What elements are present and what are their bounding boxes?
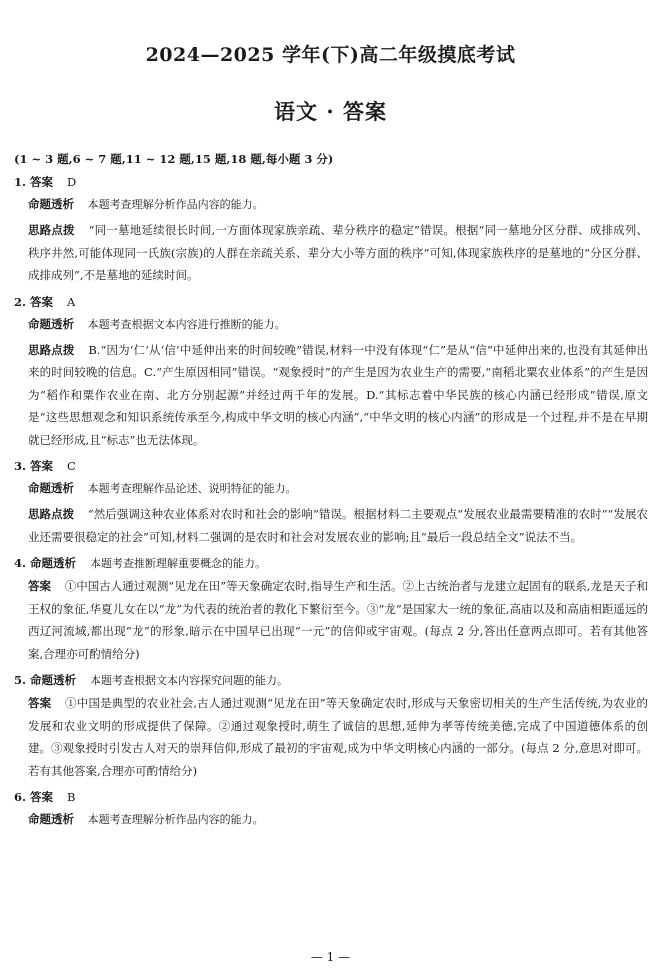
answer-value: B bbox=[67, 790, 76, 804]
question-header bbox=[14, 455, 648, 477]
intent-row bbox=[14, 313, 648, 336]
intent-label: 命题透析 bbox=[28, 481, 74, 495]
hint-text: “同一墓地延续很长时间,一方面体现家族亲疏、辈分秩序的稳定”错误。根据“同一墓地分区分群、成排成列、秩序井然,可能体现同一氏族(宗族)的人群在亲疏关系、辈分大小等方面的秩序”可知,体现家族秩序的是墓地的“分区分群、成排成列”,不是墓地的延续时间。 bbox=[28, 223, 648, 282]
hint-row bbox=[14, 339, 648, 452]
answer-value: C bbox=[67, 459, 76, 473]
answer-label: 答案 bbox=[30, 790, 54, 804]
intent-label: 命题透析 bbox=[28, 812, 74, 826]
intent-text: 本题考查根据文本内容探究问题的能力。 bbox=[90, 674, 289, 687]
intent-text: 本题考查理解分析作品内容的能力。 bbox=[87, 813, 264, 826]
hint-label: 思路点拨 bbox=[28, 223, 75, 237]
question-1 bbox=[14, 171, 648, 287]
question-3 bbox=[14, 455, 648, 548]
hint-text: “然后强调这种农业体系对农时和社会的影响”错误。根据材料二主要观点“发展农业最需要精准的农时”“发展农业还需要很稳定的社会”可知,材料二强调的是农时和社会对发展农业的影响;且“最后一段总结全文”说法不当。 bbox=[28, 507, 649, 544]
answer-content bbox=[14, 148, 648, 835]
page-number: — 1 — bbox=[310, 950, 351, 964]
answer-text: ①中国是典型的农业社会,古人通过观测“见龙在田”等天象确定农时,形成与天象密切相关的生产生活传统,为农业的发展和农业文明的形成提供了保障。②通过观象授时,萌生了诚信的思想,延伸为孝等传统美德,完成了中国道德体系的创建。③观象授时引发古人对天的崇拜信仰,形成了最初的宇宙观,成为中华文明核心内涵的一部分。(每点 2 分,意思对即可。若有其他答案,合理亦可酌情给分) bbox=[28, 696, 648, 778]
question-number: 2. bbox=[14, 294, 27, 309]
hint-text: B.“因为‘仁’从‘信’中延伸出来的时间较晚”错误,材料一中没有体现“仁”是从“信”中延伸出来的,也没有其延伸出来的时间较晚的信息。C.“产生原因相同”错误。“观象授时”的产生是因为农业生产的需要,“南稻北粟农业体系”的产生是因为“稻作和粟作农业在南、北方分别起源”并经过两千年的发展。D.“其标志着中华民族的核心内涵已经形成”错误,原文是“这些思想观念和知识系统传承至今,构成中华文明的核心内涵”,“中华文明的核心内涵”的形成是一个过程,并不是在早期就已经形成,且“标志”也无法体现。 bbox=[28, 342, 649, 447]
intent-text: 本题考查理解分析作品内容的能力。 bbox=[87, 198, 264, 211]
answer-row bbox=[14, 575, 648, 665]
page-subtitle: 语文 · 答案 bbox=[274, 99, 387, 124]
question-5 bbox=[14, 669, 648, 782]
intent-label: 命题透析 bbox=[30, 673, 77, 687]
hint-row bbox=[14, 219, 648, 287]
question-number: 4. bbox=[14, 556, 27, 570]
question-header bbox=[14, 291, 648, 313]
intent-row bbox=[14, 477, 648, 500]
question-number: 3. bbox=[14, 459, 27, 473]
question-header bbox=[14, 552, 648, 575]
question-6 bbox=[14, 786, 648, 831]
intent-row bbox=[14, 193, 648, 216]
intent-label: 命题透析 bbox=[28, 316, 74, 331]
answer-value: A bbox=[67, 294, 76, 309]
question-number: 1. bbox=[14, 175, 27, 189]
answer-row bbox=[14, 692, 648, 782]
question-header bbox=[14, 171, 648, 193]
question-2 bbox=[14, 291, 648, 452]
question-header bbox=[14, 669, 648, 692]
intent-text: 本题考查理解作品论述、说明特征的能力。 bbox=[87, 482, 297, 495]
intent-label: 命题透析 bbox=[30, 556, 77, 570]
answer-value: D bbox=[67, 175, 77, 189]
page-title: 2024—2025 学年(下)高二年级摸底考试 bbox=[145, 44, 516, 66]
answer-label: 答案 bbox=[30, 175, 54, 189]
intent-label: 命题透析 bbox=[28, 197, 74, 211]
question-number: 5. bbox=[14, 673, 27, 687]
hint-label: 思路点拨 bbox=[28, 507, 75, 521]
intent-text: 本题考查根据文本内容进行推断的能力。 bbox=[87, 317, 286, 331]
intent-row bbox=[14, 808, 648, 831]
scoring-note: (1 ~ 3 题,6 ~ 7 题,11 ~ 12 题,15 题,18 题,每小题 3 分) bbox=[14, 152, 334, 166]
intent-text: 本题考查推断理解重要概念的能力。 bbox=[90, 557, 267, 570]
answer-text: ①中国古人通过观测“见龙在田”等天象确定农时,指导生产和生活。②上古统治者与龙建立起固有的联系,龙是天子和王权的象征,华夏儿女在以“龙”为代表的统治者的教化下繁衍至今。③“龙”是国家大一统的象征,高庙以及和高庙相距遥远的西辽河流域,都出现“龙”的形象,暗示在中国早已出现“一元”的信仰或宇宙观。(每点 2 分,答出任意两点即可。若有其他答案,合理亦可酌情给分) bbox=[28, 579, 648, 661]
question-header bbox=[14, 786, 648, 808]
answer-label: 答案 bbox=[28, 579, 52, 593]
answer-label: 答案 bbox=[28, 696, 52, 710]
answer-label: 答案 bbox=[30, 294, 54, 309]
hint-label: 思路点拨 bbox=[28, 342, 75, 357]
question-number: 6. bbox=[14, 790, 27, 804]
answer-label: 答案 bbox=[30, 459, 54, 473]
hint-row bbox=[14, 503, 648, 548]
question-4 bbox=[14, 552, 648, 665]
